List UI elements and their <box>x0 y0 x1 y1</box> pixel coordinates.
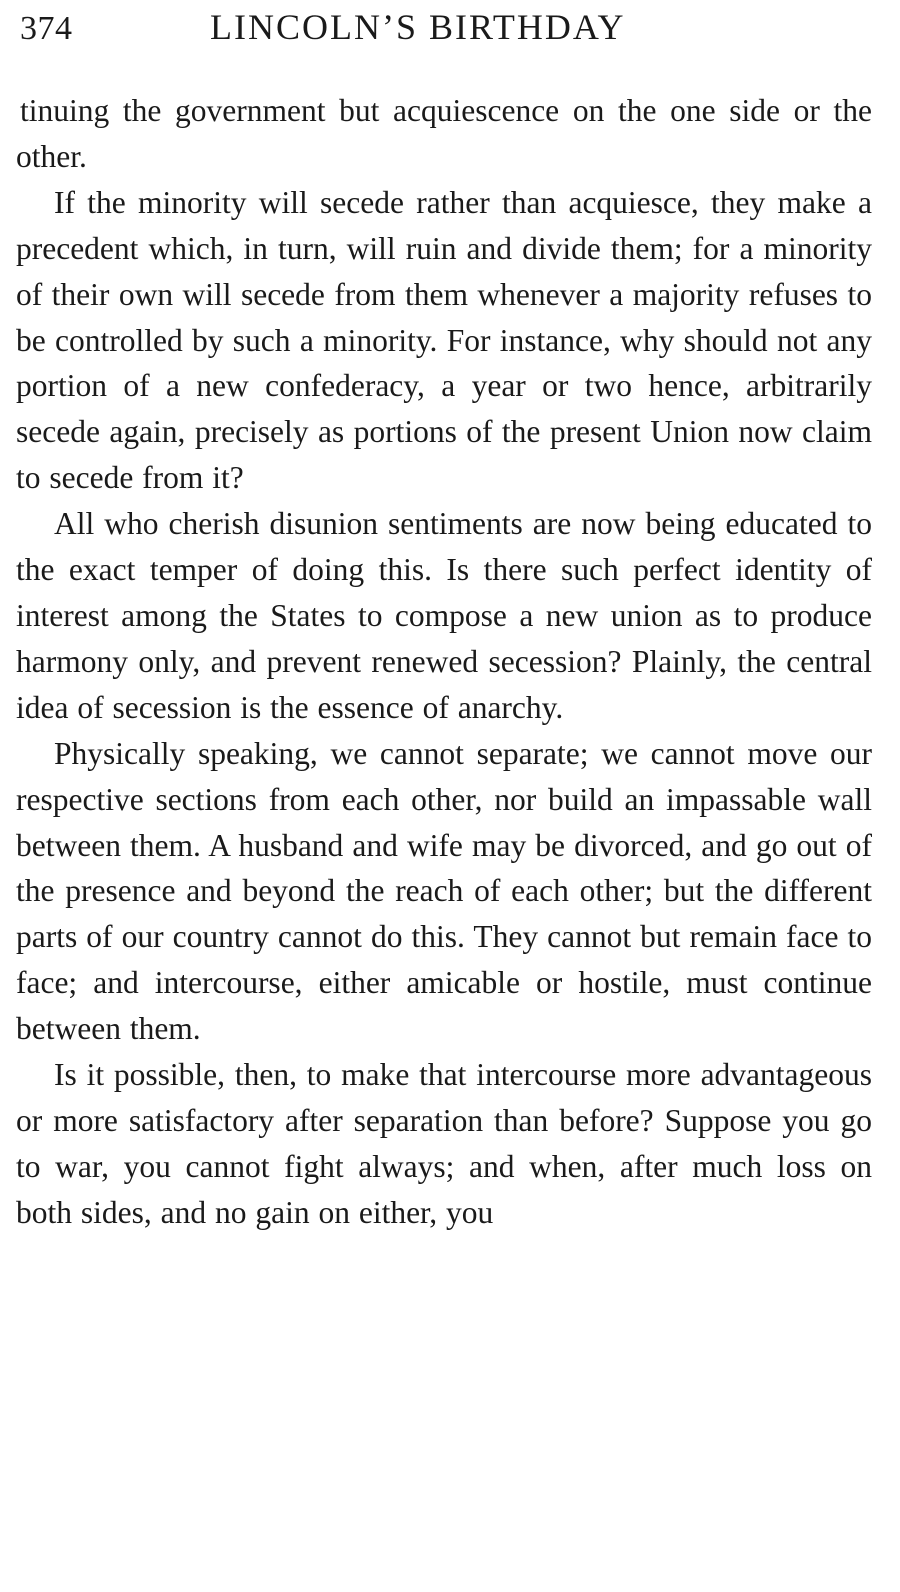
paragraph-continuation: tinuing the government but acquiescence on the one side or the other. <box>16 93 872 174</box>
running-head <box>20 4 875 54</box>
paragraph-physically-speaking: Physically speaking, we cannot separate; we cannot move our respective sections from each other, nor build an impassable wall between them. A husband and wife may be divorced, and go out of the presence and beyond the reach of each other; but the different parts of our country cannot do this. They cannot but remain face to face; and intercourse, either amicable or hostile, must continue between them. <box>16 735 872 1047</box>
page-number: 374 <box>20 10 73 47</box>
paragraph-intercourse: Is it possible, then, to make that intercourse more advantageous or more satisfactory after separation than before? Suppose you go to war, you cannot fight always; and when, after much loss on both sides, and no gain on either, you <box>16 1057 872 1230</box>
paragraph-disunion-sentiments: All who cherish disunion sentiments are now being educated to the exact temper of doing this. Is there such perfect identity of interest among the States to compose a new union as to produce harmony only, and prevent renewed secession? Plainly, the central idea of secession is the essence of anarchy. <box>16 506 872 725</box>
body-text <box>16 88 872 1236</box>
paragraph-secession-precedent: If the minority will secede rather than acquiesce, they make a precedent which, in turn, will ruin and divide them; for a minority of their own will secede from them whenever a majority refuses to be controlled by such a minority. For instance, why should not any portion of a new confederacy, a year or two hence, arbitrarily secede again, precisely as portions of the present Union now claim to secede from it? <box>16 184 872 496</box>
running-title: LINCOLN’S BIRTHDAY <box>210 7 626 47</box>
